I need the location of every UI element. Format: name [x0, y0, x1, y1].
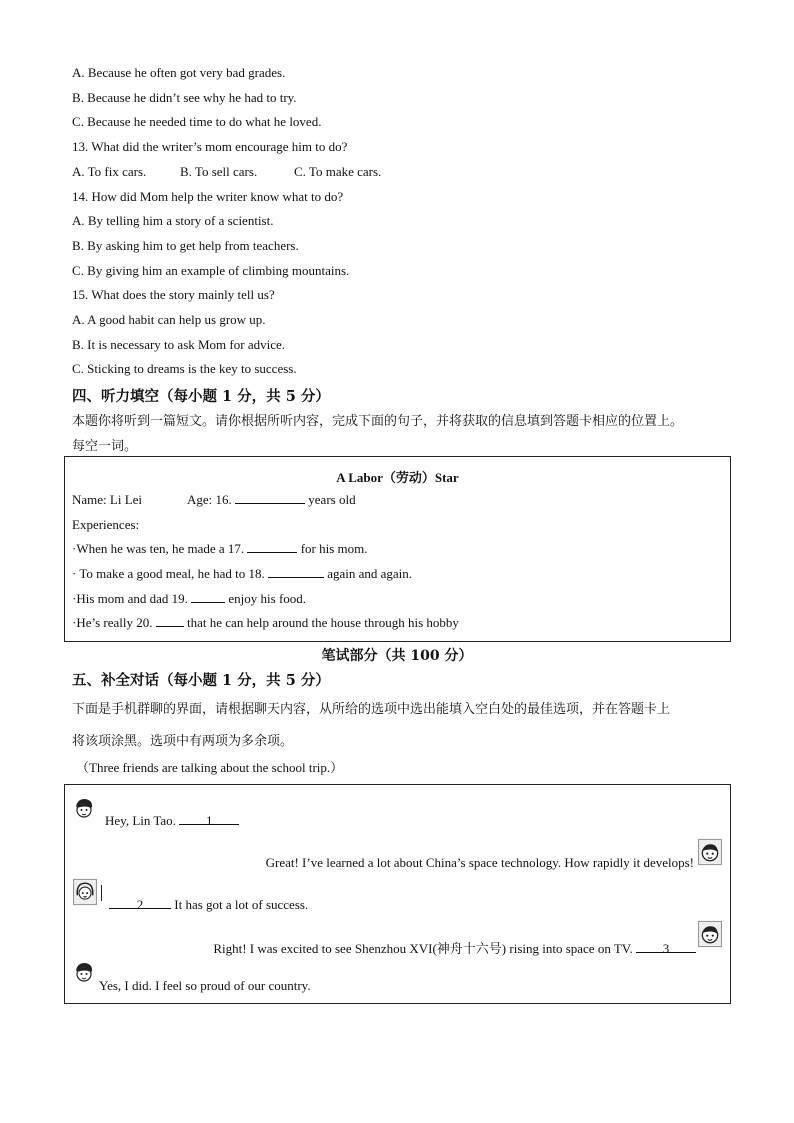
item-20-text: ·He’s really 20.	[72, 615, 153, 630]
q12-option-b: B. Because he didn’t see why he had to try.	[72, 90, 297, 105]
q15-question: 15. What does the story mainly tell us?	[72, 287, 275, 302]
chat-message-4-text: Right! I was excited to see Shenzhou XVI(神舟十六号) rising into space on TV.	[213, 941, 633, 956]
name-label: Name: Li Lei	[72, 492, 143, 507]
section4-instructions-2: 每空一词。	[72, 439, 138, 454]
experiences-label: Experiences:	[72, 517, 140, 532]
item-20-suffix: that he can help around the house through his hobby	[187, 615, 459, 630]
q13-options	[72, 164, 381, 180]
answer-blank-19[interactable]	[191, 591, 225, 603]
q14-option-a: A. By telling him a story of a scientist.	[72, 213, 274, 228]
name-age-row	[72, 492, 356, 508]
age-label: Age: 16.	[187, 492, 232, 507]
answer-blank-1[interactable]: 1	[179, 813, 239, 825]
cursor-divider	[101, 885, 102, 901]
chat-window	[64, 784, 731, 1004]
q13-option-c: C. To make cars.	[294, 164, 382, 179]
q15-option-b: B. It is necessary to ask Mom for advice.	[72, 337, 286, 352]
q12-option-a: A. Because he often got very bad grades.	[72, 65, 286, 80]
boy2-avatar-icon-2	[698, 919, 722, 949]
chat-message-1	[105, 813, 239, 829]
q13-option-b: B. To sell cars.	[180, 164, 258, 179]
chat-message-2: Great! I’ve learned a lot about China’s space technology. How rapidly it develops!	[265, 855, 694, 870]
item-19-text: ·His mom and dad 19.	[72, 591, 188, 606]
q14-question: 14. How did Mom help the writer know what to do?	[72, 189, 344, 204]
written-part-heading: 笔试部分（共 100 分）	[321, 648, 473, 664]
item-19	[72, 591, 306, 607]
section4-heading: 四、听力填空（每小题 1 分，共 5 分）	[72, 388, 330, 405]
chat-message-3-text: It has got a lot of success.	[174, 897, 309, 912]
answer-blank-3[interactable]: 3	[636, 941, 696, 953]
section4-instructions-1: 本题你将听到一篇短文。请你根据所听内容，完成下面的句子，并将获取的信息填到答题卡相应的位置上。	[72, 414, 684, 429]
q13-option-a: A. To fix cars.	[72, 164, 147, 179]
q13-question: 13. What did the writer’s mom encourage him to do?	[72, 139, 348, 154]
item-17-suffix: for his mom.	[300, 541, 368, 556]
chat-message-5: Yes, I did. I feel so proud of our country.	[99, 978, 311, 993]
q14-option-c: C. By giving him an example of climbing mountains.	[72, 263, 350, 278]
answer-blank-17[interactable]	[247, 541, 297, 553]
section5-instructions-1: 下面是手机群聊的界面，请根据聊天内容，从所给的选项中选出能填入空白处的最佳选项，并在答题卡上	[72, 702, 671, 717]
boy-avatar-icon-2	[73, 961, 95, 985]
answer-blank-2[interactable]: 2	[109, 897, 171, 909]
item-18	[72, 566, 412, 582]
chat-message-3	[109, 897, 308, 913]
age-suffix: years old	[308, 492, 356, 507]
boy2-avatar-icon	[698, 837, 722, 867]
section5-heading: 五、补全对话（每小题 1 分，共 5 分）	[72, 672, 330, 689]
section5-instructions-2: 将该项涂黑。选项中有两项为多余项。	[72, 734, 294, 749]
q15-option-c: C. Sticking to dreams is the key to success.	[72, 361, 297, 376]
chat-message-1-text: Hey, Lin Tao.	[105, 813, 176, 828]
girl-avatar-icon	[73, 877, 97, 907]
item-17	[72, 541, 368, 557]
dialogue-context: （Three friends are talking about the school trip.）	[76, 760, 344, 775]
boy-avatar-icon	[73, 797, 95, 821]
q14-option-b: B. By asking him to get help from teachers.	[72, 238, 299, 253]
item-20	[72, 615, 459, 631]
item-18-suffix: again and again.	[327, 566, 413, 581]
q15-option-a: A. A good habit can help us grow up.	[72, 312, 266, 327]
chat-message-4	[213, 938, 696, 957]
item-19-suffix: enjoy his food.	[228, 591, 307, 606]
listening-box	[64, 456, 731, 642]
answer-blank-20[interactable]	[156, 615, 184, 627]
answer-blank-18[interactable]	[268, 566, 324, 578]
listening-box-title: A Labor（劳动）Star	[336, 470, 459, 485]
item-18-text: · To make a good meal, he had to 18.	[72, 566, 265, 581]
item-17-text: ·When he was ten, he made a 17.	[72, 541, 245, 556]
answer-blank-16[interactable]	[235, 492, 305, 504]
q12-option-c: C. Because he needed time to do what he loved.	[72, 114, 322, 129]
